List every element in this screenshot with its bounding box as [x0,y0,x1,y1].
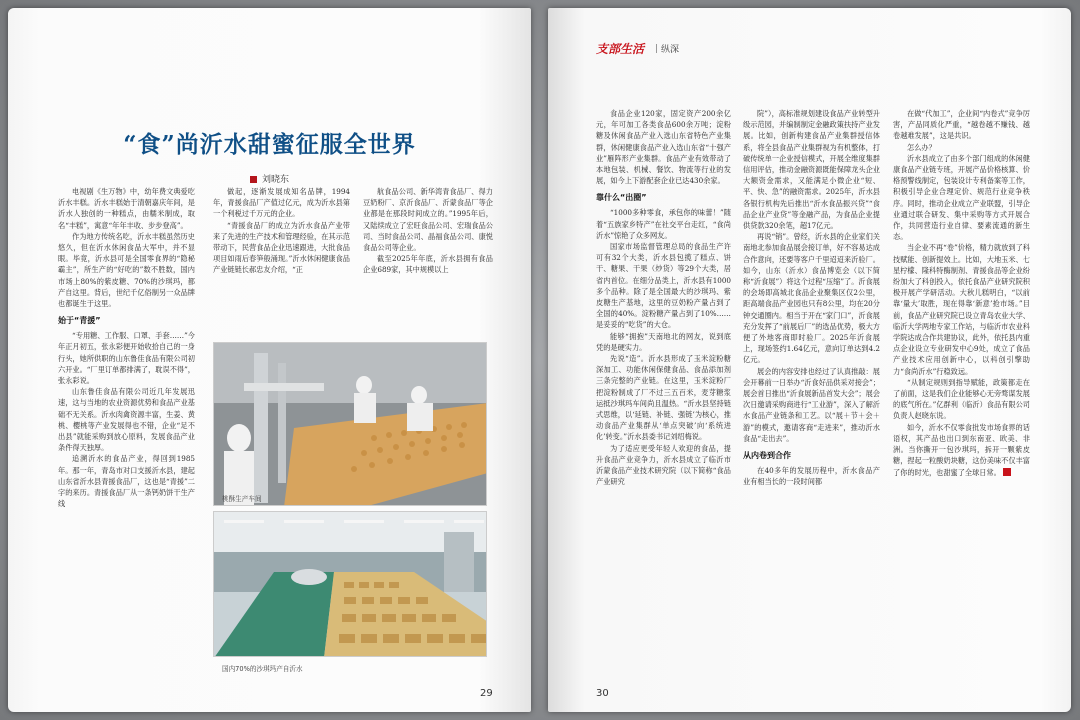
paragraph: 作为地方传统名吃，沂水丰糕虽然历史悠久，但在沂水休闲食品大军中，并不显眼。毕竟，沂水县可是全国零食界的“隐秘霸主”，所生产的“好吃的”数不胜数，国内市场上80%的紫皮糖、70%的沙琪玛，都产自这里。背后，世纪千亿俗制另一众品牌也都诞生于这里。 [58,231,195,309]
subheading: 从内卷到合作 [743,451,791,461]
paragraph: 截至2025年年底，沂水县拥有食品企业689家，其中规模以上 [363,254,493,275]
page-number-left: 29 [480,688,493,699]
paragraph: 追溯沂水的食品产业，得回到1985年。那一年，青岛市对口支援沂水县，建起山东省沂水县青援食品厂，这也是“青援”二字的来历。青援食品厂从一条钙奶饼干生产线 [58,454,195,509]
article-title: “食”尚沂水甜蜜征服全世界 [123,131,416,158]
paragraph: 为了适应更受年轻人欢迎的食品，提升食品产业竞争力，沂水县成立了临沂市沂蒙食品产业技术研究院（以下简称“食品产业研究 [596,443,731,487]
paragraph: 沂水县成立了由多个部门组成的休闲健康食品产业链专班，开展产品价格核算、价格预警线制定，包装设计专利备案等工作，积极引导企业合理定价、规范行业竞争秩序。同时，推动企业成立产业联盟，引导企业通过联合研发、集中采购等方式开展合作，共同营造行业自律、要素流通的新生态。 [893,153,1030,242]
biscuit-workshop-illustration [214,343,487,506]
section-label [652,42,679,55]
section-divider [656,44,657,53]
photo-sachima-line [213,511,487,657]
paragraph: 做起，逐渐发展成知名品牌，1994年，青援食品厂产值过亿元，成为沂水县第一个利税过千万元的企业。 [213,187,350,219]
paragraph: “青援食品厂的成立为沂水食品产业带来了先进的生产技术和管理经验，在其示范带动下，民营食品企业迅速跟进，大批食品项目如雨后春笋般涌现。”沂水休闲健康食品产业链链长郝忠友介绍，“正 [213,220,350,275]
paragraph: 先说“造”。沂水县形成了玉米淀粉糖深加工、功能休闲保健食品、食品添加剂三条完整的产业链。在这里，玉米淀粉厂把淀粉制成了厂不过三五百米，麦芽糖浆运抵沙琪玛车间尚且温热。“沂水县坚持链式思维，以‘延链、补链、强链’为核心，推动食品产业集群从‘单点突破’向‘系统进化’转变。”沂水县委书记刘绍梅说。 [596,354,731,442]
paragraph: 在做“代加工”，企业间“内卷式”竞争厉害，产品同质化严重，“越卷越不赚钱、越卷越难发展”，这是共识。 [893,109,1030,141]
left-column-3 [363,186,493,334]
paragraph: 在40多年的发展历程中，沂水食品产业有相当长的一段时间都 [743,466,880,487]
paragraph: “从制定规则到指导赋能，政策都走在了前面，这是我们企业能够心无旁骛谋发展的底气所在。”亿群利（临沂）食品有限公司负责人赵晓东说。 [893,377,1030,421]
left-page [8,8,531,712]
photo-biscuit-workshop [213,342,487,506]
paragraph: “1000多种零食，承包你的味蕾！”随着“五族家乡特产”在社交平台走红，“食尚沂水”惊艳了众多网友。 [596,208,731,240]
paragraph: 当企业不再“卷”价格，精力就放到了科技赋能、创新提效上。比如，大地玉米、七星柠檬、隆科特酶制剂、青援食品等企业纷纷加大了科创投入，依托食品产业研究院积极开展产学研活动。大秋儿糕明白，“以前靠‘量大’取胜，现在得靠‘新意’抢市场。”目前，食品产业研究院已设立青岛农业大学、临沂大学两地专家工作站，与临沂市农业科学院达成合作共建协议，此外，依托县内重点企业设立专业研发中心9处，成立了食品产业技术应用创新中心，以科创引擎助力“食尚沂水”行稳致远。 [893,243,1030,376]
paragraph: 院”），高标准规划建设食品产业转型升级示范园，并编制制定金融政策扶持产业发展。比如，创新构建食品产业集群授信体系，将全县食品产业集群视为有机整体，打破传统单一企业授信模式，开展全维度集群信用评估，推动金融资源既能保障龙头企业大额资金需求，又能满足小微企业“短、平、快、急”的融资需求。2025年，沂水县各银行机构先后推出“沂水食品振兴贷”“食品企业产业贷”等金融产品，为食品企业提供贷款320余笔，超17亿元。 [743,109,880,231]
paragraph: 能够“拥抱”天南地北的网友，说到底凭的是硬实力。 [596,331,731,352]
paragraph: 展会的内容安排也经过了认真推敲：展会开幕前一日举办“沂食好品供采对接会”；展会首日推出“沂食展新品首发大会”；展会次日邀请采购商进行“工业游”，深入了解沂水食品产业链条和工艺。以“展＋节＋会＋游”的模式，邀请客商“走进来”，推动沂水食品“走出去”。 [743,366,880,443]
paragraph: 再说“销”。曾经，沂水县的企业家们关南地北参加食品展会接订单，好不容易达成合作意向，还要等客户千里迢迢来沂验厂。如今，山东（沂水）食品博览会（以下简称“沂食展”）将这个过程“压缩”了。沂食展的会场即高城北食品企业聚集区仅2公里，距高端食品产业园也只有8公里，均在20分钟交通圈内。相当于开在“家门口”，沂食展充分发挥了“前展后厂”的选品优势，极大方便了外地客商即时验厂。2025年沂食展上，现场签约1.64亿元，意向订单达到4.2亿元。 [743,232,880,365]
section-name: 纵深 [661,45,680,55]
paragraph: 山东鲁佳食品有限公司近几年发展迅速，这与当地的农业资源优势和食品产业基础不无关系。沂水肉禽资源丰富，生姜、黄桃、樱桃等产业发展得也不错，企业“足不出县”就能采购到放心原料，发展食品产业条件得天独厚。 [58,387,195,453]
right-column-2 [743,108,880,674]
paragraph: 电视剧《生万物》中，幼年费文典爱吃沂水丰糕。沂水丰糕始于清朝嘉庆年间，是沂水人独创的一种糕点，由糯米制成，取名“丰糕”，寓意“年年丰收、步步登高”。 [58,187,195,230]
magazine-logo: 支部生活 [596,42,645,56]
byline-marker [250,176,257,183]
left-column-1 [58,186,195,676]
paragraph: “专用糖、工作服、口罩、手套……”今年正月初五，张永彩便开始收拾自己的一身行头，她所供职的山东鲁佳食品有限公司初六开业。“厂里订单都排满了，耽误不得”，张永彩说。 [58,331,195,386]
right-column-1 [596,108,731,674]
photo-caption-2: 国内70%的沙琪玛产自沂水 [222,665,303,673]
paragraph: 食品企业120家，固定资产200余亿元，年可加工各类食品600余万吨；淀粉糖及休闲食品产业入选山东省特色产业集群，休闲健康食品产业入选山东省“十强产业”雁阵形产业集群。食品产业有效带动了本地包装、机械、餐饮、物流等行业的发展，如今上下游配套企业已达430余家。 [596,109,731,186]
photo-caption-1: 桃酥生产车间 [222,495,262,503]
subheading: 靠什么“出圈” [596,193,647,203]
right-page [548,8,1071,712]
subheading: 始于“青援” [58,316,101,326]
paragraph: 国家市场监督管理总局的食品生产许可有32个大类，沂水县包揽了糕点、饼干、糖果、干果（炒货）等29个大类，居省内首位。在细分品类上，沂水县有1000多个品种。除了是全国最大的沙琪玛、紫皮糖生产基地，这里的豆奶粉产量占到了全国的40%。淀粉糖产量占到了10%……是妥妥的“吃货”的大仓。 [596,242,731,330]
paragraph: 如今，沂水不仅零食批发市场食界的话语权，其产品也出口到东南亚、欧美、非洲。当你撕开一包沙琪玛，拆开一颗紫皮糖，捏起一粒酸奶块糖，这份美味不仅丰富了你的时光，也甜蜜了全球日常。 [893,422,1030,477]
paragraph: 怎么办？ [907,142,936,152]
paragraph: 航食品公司、新华湾青食品厂、得力豆奶粉厂、京沂食品厂、沂蒙食品厂等企业都是在那段时间成立的。”1995年后，又陆续成立了宏旺食品公司、宏瑞食品公司、当时食品公司、晶福食品公司、康悦食品公司等企业。 [363,187,493,253]
page-number-right: 30 [596,688,609,699]
sachima-line-illustration [214,512,487,657]
author-name: 刘晓东 [261,175,289,185]
byline [8,172,531,185]
right-column-3 [893,108,1030,674]
left-column-2 [213,186,350,334]
end-mark-icon [1003,468,1011,476]
